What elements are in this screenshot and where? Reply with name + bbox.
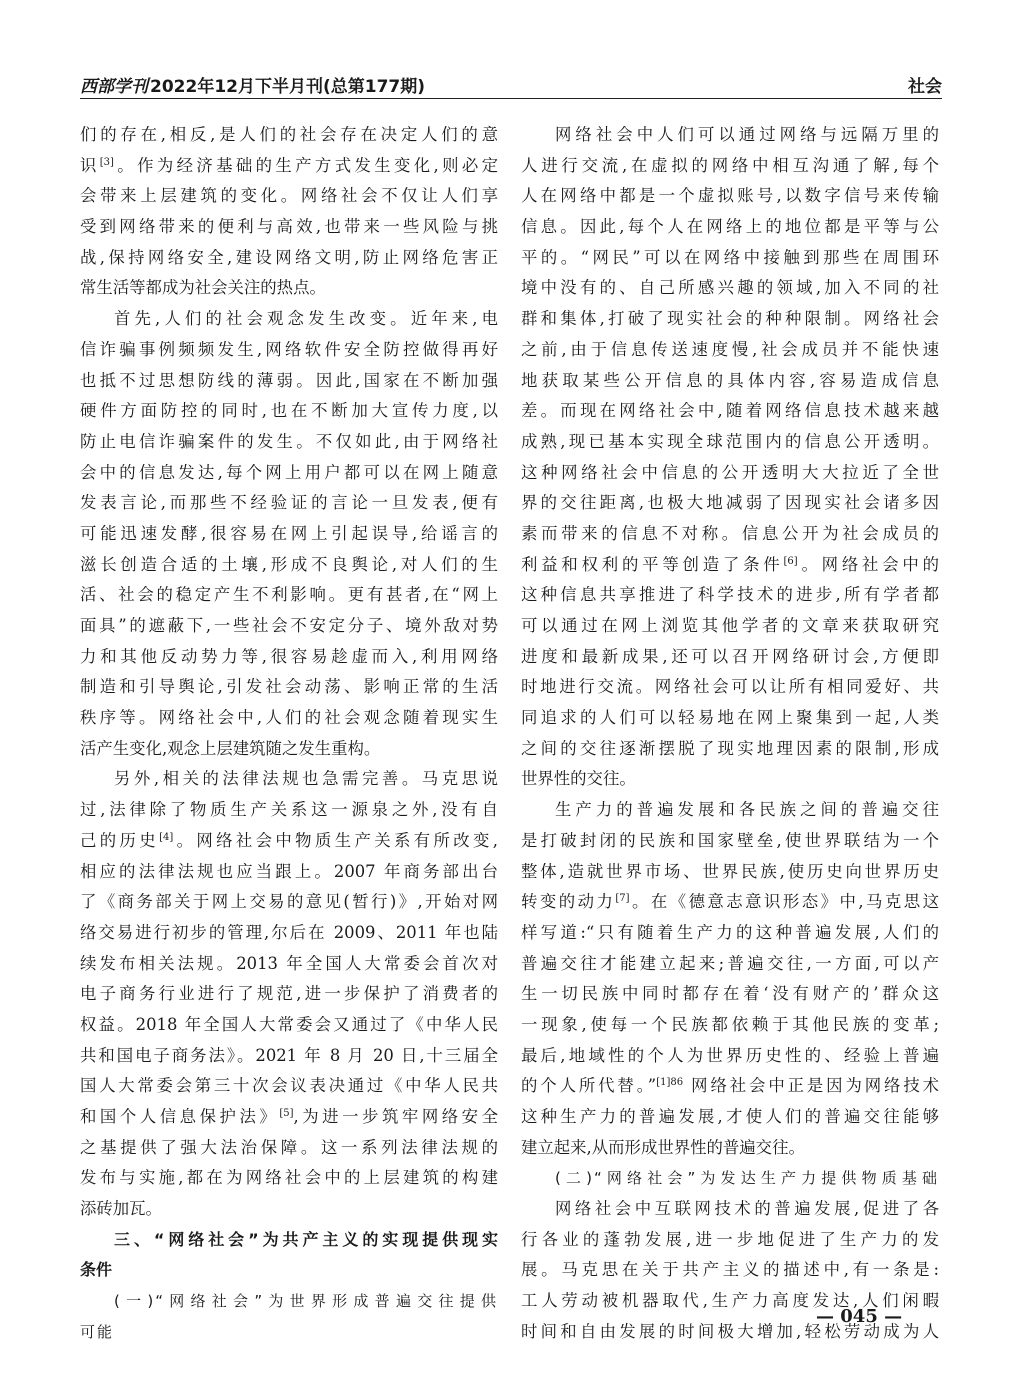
citation-ref: [7] <box>615 893 630 905</box>
text-line <box>80 304 498 335</box>
text-line <box>80 857 498 888</box>
text-line <box>521 519 939 550</box>
line-text: 同追求的人们可以轻易地在网上聚集到一起,人类 <box>521 708 939 728</box>
line-text: 这种信息共享推进了科学技术的进步,所有学者都 <box>521 585 939 605</box>
text-line <box>80 826 498 857</box>
line-text: 发布与实施,都在为网络社会中的上层建筑的构建 <box>80 1168 498 1188</box>
line-text: 添砖加瓦。 <box>80 1199 162 1219</box>
text-line <box>521 151 939 182</box>
text-line <box>80 1071 498 1102</box>
left-column <box>80 120 498 1348</box>
line-text: 防止电信诈骗案件的发生。不仅如此,由于网络社 <box>80 431 498 451</box>
line-text: 力和其他反动势力等,很容易趁虚而入,利用网络 <box>80 646 498 666</box>
text-line <box>521 734 939 765</box>
line-text: (二)“网络社会”为发达生产力提供物质基础 <box>555 1169 939 1188</box>
line-text: 识 <box>80 155 100 175</box>
line-text: 滋长创造合适的土壤,形成不良舆论,对人们的生 <box>80 554 498 574</box>
line-text: 过,法律除了物质生产关系这一源泉之外,没有自 <box>80 800 498 820</box>
line-text: 信诈骗事例频频发生,网络软件安全防控做得再好 <box>80 339 498 359</box>
line-text: 战,保持网络安全,建设网络文明,防止网络危害正 <box>80 247 498 267</box>
citation-ref: [4] <box>159 831 174 843</box>
text-line <box>521 1102 939 1133</box>
text-line <box>80 212 498 243</box>
line-text: 权益。2018 年全国人大常委会又通过了《中华人民 <box>80 1014 498 1034</box>
text-line <box>80 1010 498 1041</box>
line-text: 条件 <box>80 1260 113 1280</box>
text-line <box>521 826 939 857</box>
page-number: — 045 — <box>816 1306 903 1327</box>
text-line <box>521 1071 939 1102</box>
line-text: 生产力的普遍发展和各民族之间的普遍交往 <box>555 800 939 820</box>
text-line <box>80 642 498 673</box>
line-text: 群和集体,打破了现实社会的种种限制。网络社会 <box>521 309 939 329</box>
text-line <box>521 488 939 519</box>
section-label: 社会 <box>908 77 942 97</box>
text-line <box>521 1194 939 1225</box>
line-text: 活、社会的稳定产生不利影响。更有甚者,在“网上 <box>80 585 498 605</box>
line-text: 活产生变化,观念上层建筑随之发生重构。 <box>80 738 381 758</box>
line-text: 展。马克思在关于共产主义的描述中,有一条是: <box>521 1260 939 1280</box>
line-text: 最后,地域性的个人为世界历史性的、经验上普遍 <box>521 1045 939 1065</box>
text-line <box>521 212 939 243</box>
line-text: 相应的法律法规也应当跟上。2007 年商务部出台 <box>80 861 498 881</box>
text-line <box>521 120 939 151</box>
text-line <box>521 918 939 949</box>
text-line <box>80 887 498 918</box>
text-line <box>521 181 939 212</box>
line-text-cont: 。作为经济基础的生产方式发生变化,则必定 <box>113 155 498 175</box>
line-text-cont: ,为进一步筑牢网络安全 <box>293 1107 498 1126</box>
text-line <box>80 1194 498 1225</box>
line-text: 的个人所代替。” <box>521 1076 657 1096</box>
line-text: 之基提供了强大法治保障。这一系列法律法规的 <box>80 1137 498 1157</box>
line-text: 界的交往距离,也极大地减弱了因现实社会诸多因 <box>521 493 939 513</box>
line-text: 己的历史 <box>80 830 160 850</box>
line-text: 普遍交往才能建立起来;普遍交往,一方面,可以产 <box>521 953 939 973</box>
line-text: 时地进行交流。网络社会可以让所有相同爱好、共 <box>521 677 939 697</box>
text-line <box>80 151 498 182</box>
text-line <box>521 1010 939 1041</box>
line-text-cont: 。网络社会中的 <box>797 554 939 574</box>
text-line <box>521 795 939 826</box>
text-line <box>80 550 498 581</box>
text-line <box>80 335 498 366</box>
line-text: 一现象,使每一个民族都依赖于其他民族的变革; <box>521 1014 939 1034</box>
line-text-cont: 。网络社会中物质生产关系有所改变, <box>173 830 498 850</box>
line-text: 境中没有的、自己所感兴趣的领域,加入不同的社 <box>521 278 939 298</box>
text-line <box>80 734 498 765</box>
line-text: 硬件方面防控的同时,也在不断加大宣传力度,以 <box>80 401 498 421</box>
line-text: 人进行交流,在虚拟的网络中相互沟通了解,每个 <box>521 155 939 175</box>
line-text: 秩序等。网络社会中,人们的社会观念随着现实生 <box>80 708 498 728</box>
text-line <box>521 243 939 274</box>
text-line <box>80 1163 498 1194</box>
text-line <box>80 795 498 826</box>
line-text: 可能迅速发酵,很容易在网上引起误导,给谣言的 <box>80 523 498 543</box>
line-text: 进度和最新成果,还可以召开网络研讨会,方便即 <box>521 646 939 666</box>
text-line <box>521 1041 939 1072</box>
line-text: 三、“网络社会”为共产主义的实现提供现实 <box>114 1229 498 1249</box>
text-line <box>80 396 498 427</box>
text-line <box>521 857 939 888</box>
line-text: 素而带来的信息不对称。信息公开为社会成员的 <box>521 523 939 543</box>
text-line <box>80 366 498 397</box>
text-line <box>80 273 498 304</box>
line-text: 建立起来,从而形成世界性的普遍交往。 <box>521 1137 805 1157</box>
line-text: 发表言论,而那些不经验证的言论一旦发表,便有 <box>80 493 498 513</box>
line-text: 信息。因此,每个人在网络上的地位都是平等与公 <box>521 217 939 237</box>
line-text: 差。而现在网络社会中,随着网络信息技术越来越 <box>521 401 939 421</box>
line-text: 地获取某些公开信息的具体内容,容易造成信息 <box>521 370 939 390</box>
line-text: 面具”的遮蔽下,一些社会不安定分子、境外敌对势 <box>80 616 498 635</box>
text-line <box>80 427 498 458</box>
line-text: 整体,造就世界市场、世界民族,使历史向世界历史 <box>521 861 939 881</box>
line-text: 续发布相关法规。2013 年全国人大常委会首次对 <box>80 953 498 973</box>
text-line <box>80 1041 498 1072</box>
text-line <box>521 979 939 1010</box>
line-text: 这种网络社会中信息的公开透明大大拉近了全世 <box>521 462 939 482</box>
text-line <box>521 611 939 642</box>
line-text: 生一切民族中同时都存在着‘没有财产的’群众这 <box>521 984 939 1004</box>
line-text: 可能 <box>80 1322 115 1341</box>
text-line <box>521 304 939 335</box>
line-text-cont: 网络社会中正是因为网络技术 <box>683 1076 939 1096</box>
text-line <box>80 519 498 550</box>
text-line <box>80 918 498 949</box>
text-line <box>80 181 498 212</box>
text-line <box>80 580 498 611</box>
line-text: 样写道:“只有随着生产力的这种普遍发展,人们的 <box>521 922 939 942</box>
line-text: 了《商务部关于网上交易的意见(暂行)》,开始对网 <box>80 892 498 912</box>
line-text: 网络社会中互联网技术的普遍发展,促进了各 <box>555 1199 939 1219</box>
text-line <box>521 1133 939 1164</box>
line-text: 之前,由于信息传送速度慢,社会成员并不能快速 <box>521 339 939 359</box>
line-text: 首先,人们的社会观念发生改变。近年来,电 <box>114 309 498 329</box>
line-text: 转变的动力 <box>521 892 616 912</box>
text-line <box>521 703 939 734</box>
line-text: 人在网络中都是一个虚拟账号,以数字信号来传输 <box>521 186 939 206</box>
text-line <box>521 427 939 458</box>
line-text: 常生活等都成为社会关注的热点。 <box>80 278 326 298</box>
text-line <box>521 764 939 795</box>
text-line <box>521 366 939 397</box>
line-text: 共和国电子商务法》。2021 年 8 月 20 日,十三届全 <box>80 1045 498 1065</box>
running-header <box>80 70 942 100</box>
text-line <box>521 949 939 980</box>
text-line <box>80 120 498 151</box>
line-text: 会带来上层建筑的变化。网络社会不仅让人们享 <box>80 186 498 206</box>
text-line <box>521 396 939 427</box>
text-line <box>521 458 939 489</box>
line-text: 网络社会中人们可以通过网络与远隔万里的 <box>555 125 939 144</box>
text-line <box>521 1225 939 1256</box>
text-line <box>80 672 498 703</box>
section-heading-line <box>80 1225 498 1256</box>
line-text: 会中的信息发达,每个网上用户都可以在网上随意 <box>80 462 498 482</box>
citation-ref: [6] <box>783 555 798 567</box>
line-text: 行各业的蓬勃发展,进一步地促进了生产力的发 <box>521 1229 939 1249</box>
text-line <box>80 1133 498 1164</box>
text-line <box>80 488 498 519</box>
line-text: 时间和自由发展的时间极大增加,轻松劳动成为人 <box>521 1321 939 1341</box>
line-text: 络交易进行初步的管理,尔后在 2009、2011 年也陆 <box>80 922 498 942</box>
text-line <box>80 611 498 642</box>
citation-ref: [1]86 <box>656 1077 684 1089</box>
section-heading-line <box>80 1255 498 1286</box>
line-text: 可以通过在网上浏览其他学者的文章来获取研究 <box>521 616 939 635</box>
line-text: 们的存在,相反,是人们的社会存在决定人们的意 <box>80 125 498 144</box>
subheading-line <box>80 1286 498 1317</box>
journal-title <box>80 72 425 97</box>
line-text: 电子商务行业进行了规范,进一步保护了消费者的 <box>80 984 498 1004</box>
line-text: 成熟,现已基本实现全球范围内的信息公开透明。 <box>521 431 939 451</box>
line-text: 之间的交往逐渐摆脱了现实地理因素的限制,形成 <box>521 738 939 758</box>
line-text: 和国个人信息保护法》 <box>80 1107 280 1126</box>
line-text: 也抵不过思想防线的薄弱。因此,国家在不断加强 <box>80 370 498 390</box>
text-line <box>80 1102 498 1133</box>
text-line <box>521 642 939 673</box>
text-line <box>80 243 498 274</box>
subheading-line <box>521 1163 939 1194</box>
text-line <box>521 672 939 703</box>
right-column <box>521 120 939 1348</box>
text-line <box>80 458 498 489</box>
text-line <box>80 703 498 734</box>
text-line <box>80 949 498 980</box>
line-text: 国人大常委会第三十次会议表决通过《中华人民共 <box>80 1076 498 1096</box>
text-line <box>521 1255 939 1286</box>
line-text: 制造和引导舆论,引发社会动荡、影响正常的生活 <box>80 677 498 697</box>
text-line <box>521 550 939 581</box>
line-text: 这种生产力的普遍发展,才使人们的普遍交往能够 <box>521 1107 939 1126</box>
journal-logo: 西部学刊 <box>80 77 148 97</box>
text-line <box>521 273 939 304</box>
line-text: (一)“网络社会”为世界形成普遍交往提供 <box>114 1292 498 1311</box>
text-line <box>80 979 498 1010</box>
line-text: 世界性的交往。 <box>521 769 636 789</box>
line-text: 利益和权利的平等创造了条件 <box>521 554 784 574</box>
text-line <box>521 887 939 918</box>
line-text: 平的。“网民”可以在网络中接触到那些在周围环 <box>521 247 939 267</box>
subheading-line <box>80 1317 498 1348</box>
text-line <box>521 335 939 366</box>
journal-issue: 2022年12月下半月刊(总第177期) <box>150 77 425 97</box>
line-text-cont: 。在《德意志意识形态》中,马克思这 <box>629 892 939 912</box>
text-line <box>521 580 939 611</box>
line-text: 另外,相关的法律法规也急需完善。马克思说 <box>114 769 498 789</box>
header-rule <box>80 98 942 99</box>
citation-ref: [5] <box>279 1108 294 1119</box>
line-text: 是打破封闭的民族和国家壁垒,使世界联结为一个 <box>521 830 939 850</box>
line-text: 受到网络带来的便利与高效,也带来一些风险与挑 <box>80 217 498 237</box>
line-text: 工人劳动被机器取代,生产力高度发达,人们闲暇 <box>521 1291 939 1311</box>
citation-ref: [3] <box>99 156 114 168</box>
text-line <box>80 764 498 795</box>
